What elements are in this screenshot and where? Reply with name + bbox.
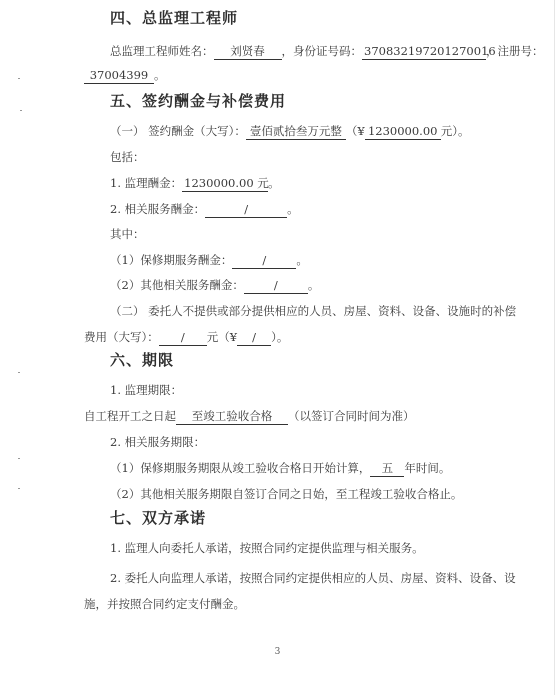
- compensation-line-2: [84, 329, 288, 346]
- supervision-fee-line: [110, 175, 280, 192]
- contract-fee-label: （一） 签约酬金（大写）：: [110, 124, 246, 138]
- warranty-fee-suffix: 。: [296, 253, 308, 267]
- warranty-period-line: [110, 460, 450, 477]
- related-fee-value: /: [205, 202, 287, 218]
- supervision-period-label: 1. 监理期限：: [110, 383, 183, 397]
- compensation-line-1: （二） 委托人不提供或部分提供相应的人员、房屋、资料、设备、设施时的补偿: [110, 304, 517, 318]
- compensation-mid: 元（¥: [206, 330, 238, 344]
- engineer-name: 刘贤春: [214, 44, 282, 60]
- yuan-symbol: （¥: [345, 124, 365, 138]
- contract-fee-words: 壹佰贰拾叁万元整: [246, 124, 346, 140]
- other-fee-suffix: 。: [307, 278, 320, 292]
- period-value: 至竣工验收合格: [176, 409, 288, 425]
- compensation-label: 费用（大写）：: [84, 330, 159, 344]
- margin-mark: [18, 372, 20, 373]
- related-service-fee-line: [110, 201, 299, 218]
- compensation-words: /: [159, 330, 207, 346]
- contract-fee-number: 1230000.00: [365, 124, 441, 140]
- commitment-2-line-2: 施，并按照合同约定支付酬金。: [84, 597, 245, 611]
- commitment-2-line-1: 2. 委托人向监理人承诺，按照合同约定提供相应的人员、房屋、资料、设备、设: [110, 571, 516, 585]
- section-7-heading: 七、双方承诺: [110, 509, 207, 527]
- other-fee-value: /: [244, 278, 308, 294]
- id-number: 370832197201270016: [364, 44, 496, 58]
- other-fee-label: （2）其他相关服务酬金：: [110, 278, 244, 292]
- compensation-number: /: [237, 330, 271, 346]
- period-mark: 。: [154, 68, 166, 82]
- warranty-period-suffix: 年时间。: [404, 461, 451, 475]
- section-5-heading: 五、签约酬金与补偿费用: [110, 92, 287, 110]
- reg-label: ，注册号：: [486, 44, 544, 58]
- among-label: 其中：: [110, 227, 145, 241]
- other-service-period-line: （2）其他相关服务期限自签订合同之日始，至工程竣工验收合格止。: [110, 487, 463, 501]
- contract-fee-line: [110, 123, 469, 140]
- warranty-fee-line: [110, 252, 308, 269]
- warranty-fee-label: （1）保修期服务酬金：: [110, 253, 233, 267]
- period-suffix: （以签订合同时间为准）: [288, 409, 415, 423]
- supervision-fee-label: 1. 监理酬金：: [110, 176, 183, 190]
- compensation-suffix: ）。: [271, 330, 289, 344]
- margin-mark: [18, 458, 20, 459]
- other-service-fee-line: [110, 277, 319, 294]
- related-service-period-label: 2. 相关服务期限：: [110, 435, 206, 449]
- registration-line: [84, 67, 166, 84]
- period-prefix: 自工程开工之日起: [84, 409, 176, 423]
- margin-mark: [18, 78, 20, 79]
- warranty-period-prefix: （1）保修期服务期限从竣工验收合格日开始计算，: [110, 461, 371, 475]
- supervision-fee-value: 1230000.00 元: [184, 176, 269, 190]
- supervision-fee-suffix: 。: [268, 176, 280, 190]
- section-6-heading: 六、期限: [110, 351, 175, 369]
- fee-suffix: 元）。: [440, 124, 470, 138]
- margin-mark: [20, 110, 22, 111]
- warranty-period-value: 五: [370, 461, 404, 477]
- page-number: 3: [274, 647, 281, 657]
- supervision-period-line: [84, 408, 415, 425]
- section-4-heading: 四、总监理工程师: [110, 9, 239, 27]
- related-fee-suffix: 。: [287, 202, 299, 216]
- warranty-fee-value: /: [232, 253, 296, 269]
- margin-mark: [18, 488, 20, 489]
- chief-engineer-line: [110, 43, 544, 60]
- name-label: 总监理工程师姓名：: [110, 44, 214, 58]
- id-label: ，身份证号码：: [281, 44, 362, 58]
- registration-number: 37004399: [84, 68, 154, 84]
- include-label: 包括：: [110, 150, 145, 164]
- commitment-1: 1. 监理人向委托人承诺，按照合同约定提供监理与相关服务。: [110, 541, 424, 555]
- related-fee-label: 2. 相关服务酬金：: [110, 202, 206, 216]
